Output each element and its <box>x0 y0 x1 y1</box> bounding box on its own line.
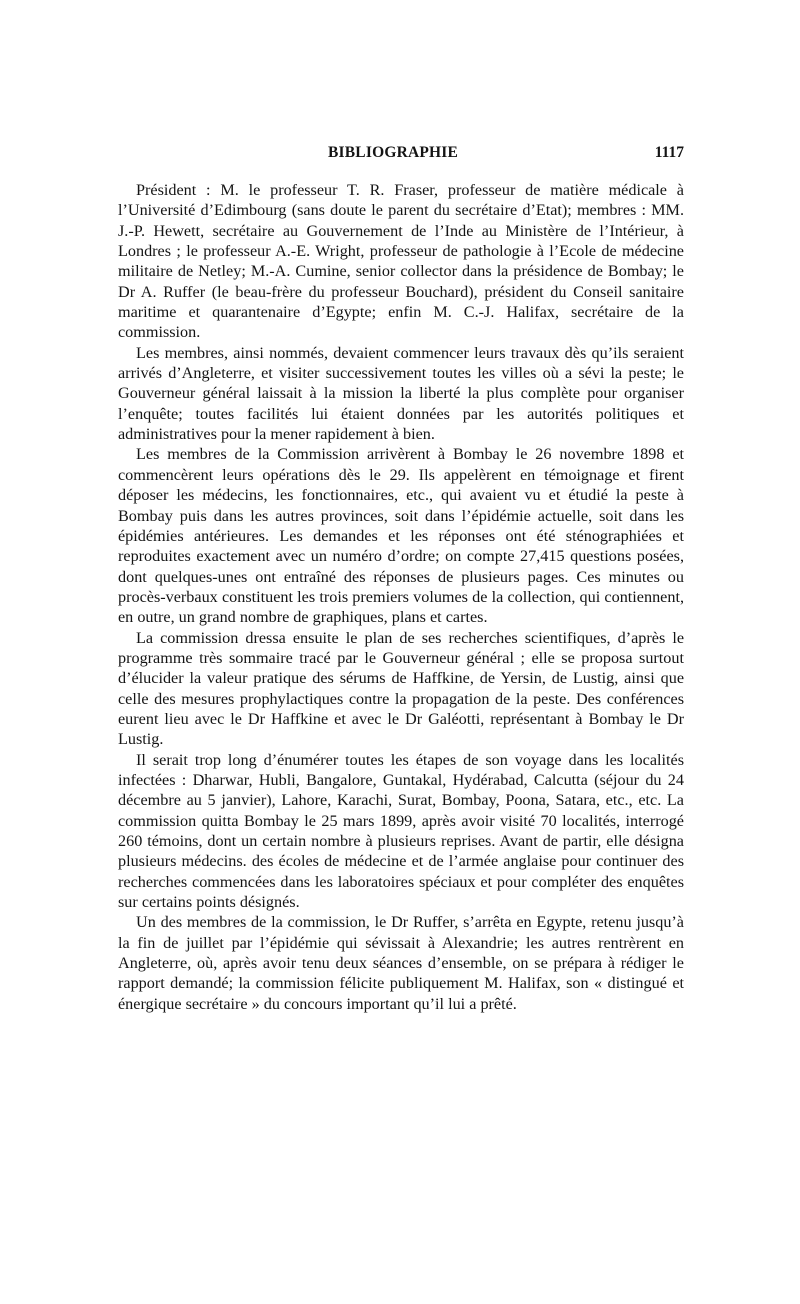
page-header <box>118 144 684 168</box>
paragraph-mission-instructions: Les membres, ainsi nommés, devaient commencer leurs travaux dès qu’ils seraient arrivés d’Angleterre, et visiter successivement toutes les villes où a sévi la peste; le Gouverneur général laissait à la mission la liberté la plus complète pour organiser l’enquête; toutes facilités lui étaient données par les autorités politiques et administratives pour la mener rapidement à bien. <box>118 343 684 444</box>
page-number: 1117 <box>654 144 684 161</box>
running-head: BIBLIOGRAPHIE <box>328 144 459 161</box>
paragraph-voyage-stages: Il serait trop long d’énumérer toutes les étapes de son voyage dans les localités infectées : Dharwar, Hubli, Bangalore, Guntakal, Hydérabad, Calcutta (séjour du 24 décembre au 5 janvier), Lahore, Karachi, Surat, Bombay, Poona, Satara, etc., etc. La commission quitta Bombay le 25 mars 1899, après avoir visité 70 localités, interrogé 260 témoins, dont un certain nombre à plusieurs reprises. Avant de partir, elle désigna plusieurs médecins. des écoles de médecine et de l’armée anglaise pour continuer des recherches commencées dans les laboratoires spéciaux et pour compléter des enquêtes sur certains points désignés. <box>118 750 684 912</box>
paragraph-research-plan: La commission dressa ensuite le plan de ses recherches scientifiques, d’après le programme très sommaire tracé par le Gouverneur général ; elle se proposa surtout d’élucider la valeur pratique des sérums de Haffkine, de Yersin, de Lustig, ainsi que celle des mesures prophylactiques contre la propagation de la peste. Des conférences eurent lieu avec le Dr Haffkine et avec le Dr Galéotti, représentant à Bombay le Dr Lustig. <box>118 628 684 749</box>
paragraph-commission-members: Président : M. le professeur T. R. Fraser, professeur de matière médicale à l’Université d’Edimbourg (sans doute le parent du secrétaire d’Etat); membres : MM. J.-P. Hewett, secrétaire au Gouvernement de l’Inde au Ministère de l’Intérieur, à Londres ; le professeur A.-E. Wright, professeur de pathologie à l’Ecole de médecine militaire de Netley; M.-A. Cumine, senior collector dans la présidence de Bombay; le Dr A. Ruffer (le beau-frère du professeur Bouchard), président du Conseil sanitaire maritime et quarantenaire d’Egypte; enfin M. C.-J. Halifax, secrétaire de la commission. <box>118 181 684 342</box>
text-body <box>118 180 684 1014</box>
document-page <box>118 144 684 1014</box>
paragraph-return-england: Un des membres de la commission, le Dr Ruffer, s’arrêta en Egypte, retenu jusqu’à la fin de juillet par l’épidémie qui sévissait à Alexandrie; les autres rentrèrent en Angleterre, où, après avoir tenu deux séances d’ensemble, on se prépara à rédiger le rapport demandé; la commission félicite publiquement M. Halifax, son « distingué et énergique secrétaire » du concours important qu’il lui a prêté. <box>118 913 684 1013</box>
paragraph-bombay-operations: Les membres de la Commission arrivèrent à Bombay le 26 novembre 1898 et commencèrent leurs opérations dès le 29. Ils appelèrent en témoignage et firent déposer les médecins, les fonctionnaires, etc., qui avaient vu et étudié la peste à Bombay puis dans les autres provinces, soit dans l’épidémie actuelle, soit dans les épidémies antérieures. Les demandes et les réponses ont été sténographiées et reproduites exactement avec un numéro d’ordre; on compte 27,415 questions posées, dont quelques-unes ont entraîné des réponses de plusieurs pages. Ces minutes ou procès-verbaux constituent les trois premiers volumes de la collection, qui contiennent, en outre, un grand nombre de graphiques, plans et cartes. <box>118 445 684 627</box>
